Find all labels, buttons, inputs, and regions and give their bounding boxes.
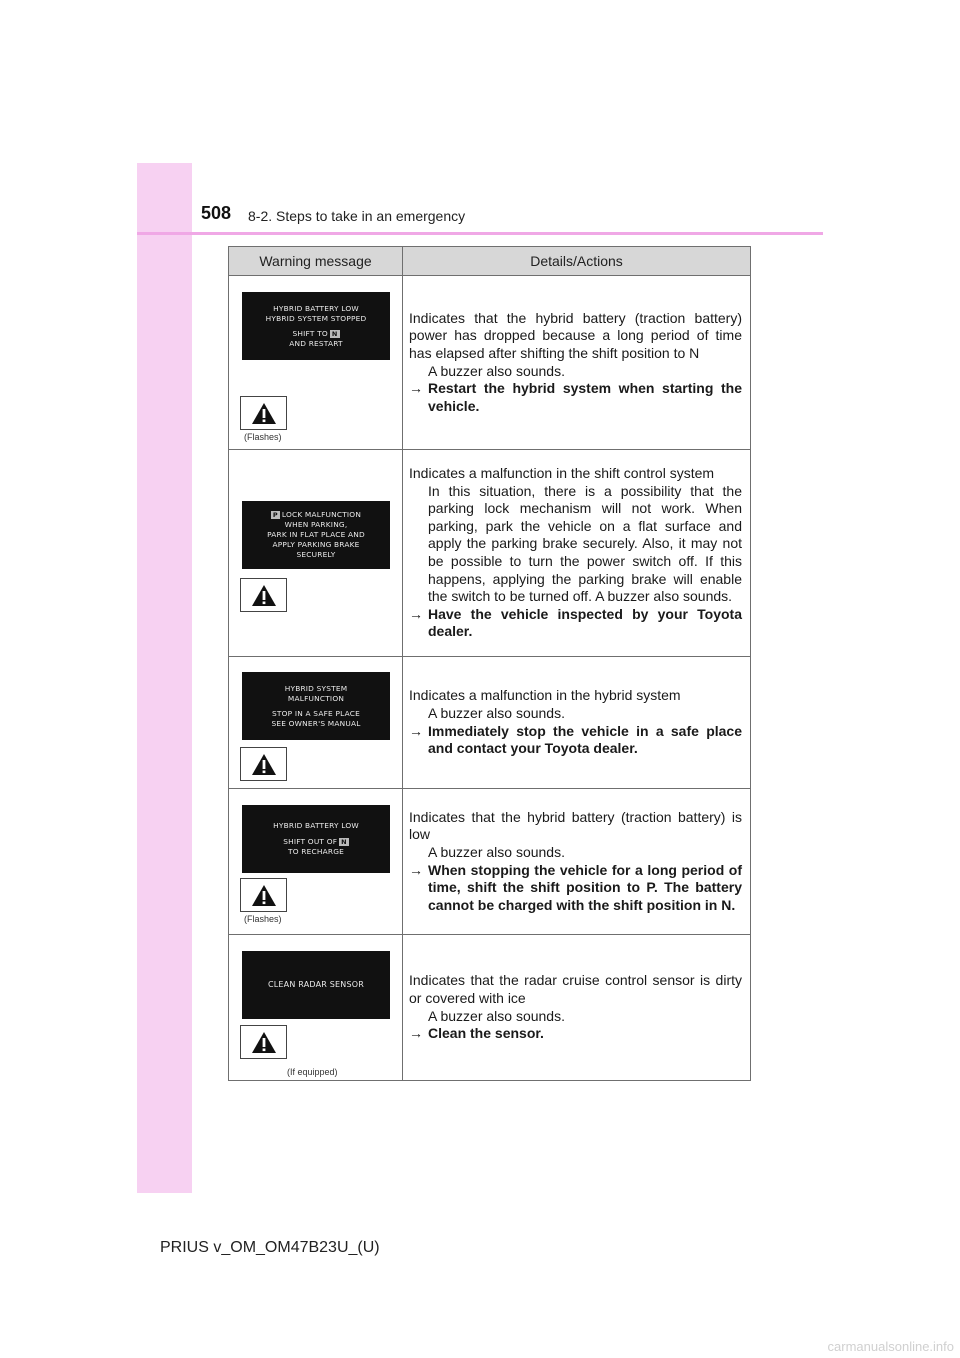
display-line: SEE OWNER'S MANUAL: [271, 718, 361, 728]
description-text: Indicates that the radar cruise control sensor is dirty or covered with ice: [409, 972, 742, 1006]
arrow-icon: →: [409, 1025, 423, 1042]
watermark: carmanualsonline.info: [827, 1339, 954, 1354]
warning-image-cell: [229, 789, 403, 935]
display-line: WHEN PARKING,: [284, 520, 348, 529]
table-header-row: [229, 247, 751, 276]
table-row: [229, 276, 751, 450]
page-number: 508: [201, 203, 232, 223]
display-line: STOP IN A SAFE PLACE: [272, 708, 360, 718]
arrow-icon: →: [409, 861, 423, 878]
warning-image-cell: [229, 657, 403, 789]
details-cell: [403, 789, 751, 935]
display-line: PARK IN FLAT PLACE AND: [267, 530, 365, 539]
arrow-icon: →: [409, 605, 423, 622]
col-header-warning-message: Warning message: [229, 247, 403, 276]
buzzer-text: A buzzer also sounds.: [428, 1007, 565, 1024]
warning-triangle-icon: [240, 747, 287, 781]
sidebar-tab: [137, 163, 192, 1193]
warning-image-cell: [229, 450, 403, 657]
shift-n-badge: N: [341, 838, 347, 846]
table-row: [229, 789, 751, 935]
display-line: HYBRID BATTERY LOW: [273, 821, 359, 830]
p-badge: P: [272, 511, 278, 519]
action-text: Restart the hybrid system when starting the vehicle.: [428, 380, 742, 414]
action-text: Immediately stop the vehicle in a safe place and contact your Toyota dealer.: [428, 722, 742, 757]
flashes-note: (Flashes): [244, 914, 282, 924]
buzzer-text: A buzzer also sounds.: [428, 704, 565, 721]
details-cell: [403, 276, 751, 450]
display-line: SHIFT OUT OF N: [283, 837, 347, 846]
display-line: HYBRID SYSTEM STOPPED: [265, 313, 367, 323]
table-row: [229, 450, 751, 657]
display-line: MALFUNCTION: [287, 693, 345, 703]
display-screen: [242, 805, 390, 873]
display-screen: [242, 501, 390, 569]
display-line: SECURELY: [296, 550, 336, 559]
action-item: [409, 723, 742, 758]
display-screen: [242, 951, 390, 1019]
if-equipped-note: (If equipped): [287, 1067, 338, 1077]
details-cell: [403, 935, 751, 1081]
action-text: When stopping the vehicle for a long period of time, shift the shift position to P. The battery cannot be charged with the shift position in N.: [428, 861, 742, 913]
details-cell: [403, 657, 751, 789]
warning-image-cell: [229, 276, 403, 450]
action-text: Have the vehicle inspected by your Toyota dealer.: [428, 605, 742, 640]
description-text: Indicates a malfunction in the shift control system: [409, 465, 715, 482]
header-rule: [137, 232, 823, 235]
shift-n-badge: N: [331, 329, 338, 338]
display-screen: [242, 292, 390, 360]
col-header-details-actions: Details/Actions: [403, 247, 751, 276]
action-text: Clean the sensor.: [428, 1025, 544, 1042]
warning-table: [228, 246, 751, 1081]
display-line: HYBRID SYSTEM: [284, 683, 348, 693]
action-item: [409, 606, 742, 641]
buzzer-text: A buzzer also sounds.: [428, 843, 565, 860]
display-line: APPLY PARKING BRAKE: [272, 540, 360, 549]
action-item: [409, 380, 742, 415]
action-item: [409, 862, 742, 915]
display-line: SHIFT TO N: [292, 328, 338, 338]
display-screen: [242, 672, 390, 740]
arrow-icon: →: [409, 380, 423, 397]
flashes-note: (Flashes): [244, 432, 282, 442]
table-row: [229, 657, 751, 789]
warning-image-cell: [229, 935, 403, 1081]
warning-triangle-icon: [240, 878, 287, 912]
description-text: Indicates that the hybrid battery (traction battery) is low: [409, 808, 742, 843]
section-title: 8-2. Steps to take in an emergency: [248, 208, 466, 224]
display-line: AND RESTART: [289, 338, 343, 348]
details-cell: [403, 450, 751, 657]
description-text: Indicates a malfunction in the hybrid system: [409, 687, 681, 704]
display-line: P LOCK MALFUNCTION: [272, 510, 362, 519]
display-line: TO RECHARGE: [288, 847, 344, 856]
situation-text: In this situation, there is a possibility that the parking lock mechanism will not work. When parking, park the vehicle on a flat surface and apply the parking brake securely. Also, it may not be possible to turn the power switch off. If this happens, applying the parking brake will enable the switch to be turned off. A buzzer also sounds.: [428, 482, 742, 605]
display-line: CLEAN RADAR SENSOR: [267, 980, 365, 989]
footer-document-code: PRIUS v_OM_OM47B23U_(U): [160, 1239, 380, 1256]
table-row: [229, 935, 751, 1081]
description-text: Indicates that the hybrid battery (traction battery) power has dropped because a long period of time has elapsed after shifting the shift position to N: [409, 309, 742, 361]
buzzer-text: A buzzer also sounds.: [428, 362, 565, 379]
warning-triangle-icon: [240, 396, 287, 430]
warning-triangle-icon: [240, 578, 287, 612]
arrow-icon: →: [409, 722, 423, 739]
action-item: [409, 1025, 742, 1043]
warning-triangle-icon: [240, 1025, 287, 1059]
display-line: HYBRID BATTERY LOW: [273, 303, 359, 313]
